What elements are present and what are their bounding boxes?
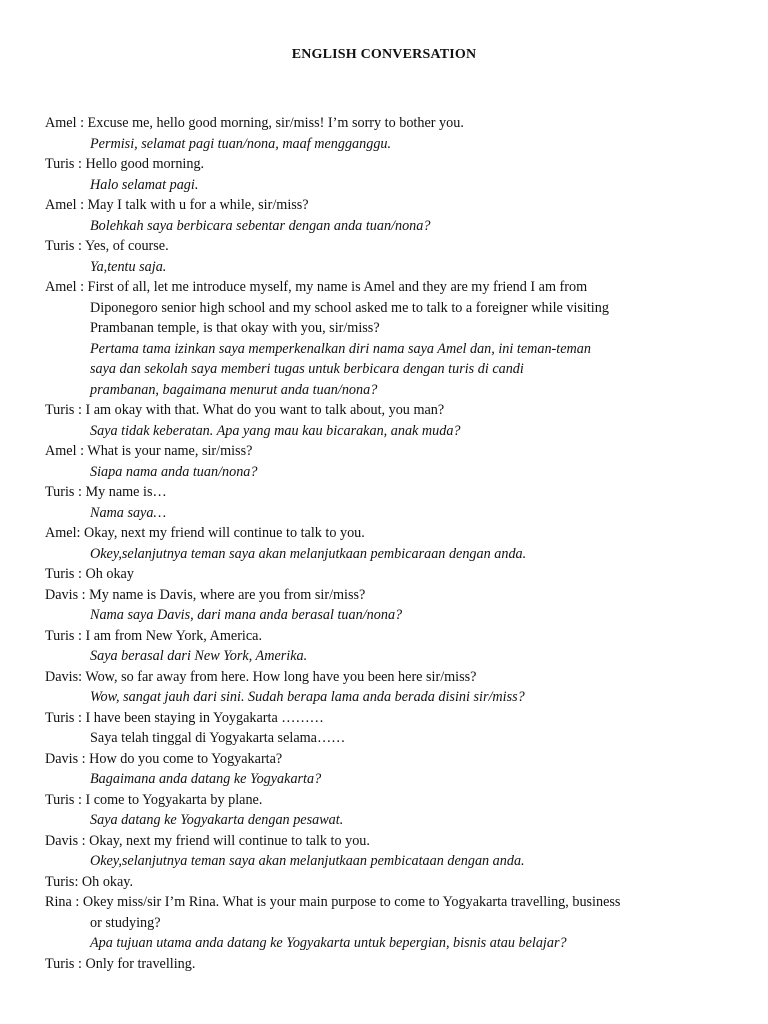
dialogue-line: Turis : Oh okay xyxy=(45,566,134,582)
dialogue-line: Turis : Yes, of course. xyxy=(45,238,169,254)
dialogue-continuation-line: or studying? xyxy=(90,914,161,931)
dialogue-line: Amel : First of all, let me introduce myself, my name is Amel and they are my friend I am from xyxy=(45,279,588,295)
translation-line: Okey,selanjutnya teman saya akan melanjutkaan pembicataan dengan anda. xyxy=(90,853,525,869)
translation-line: Wow, sangat jauh dari sini. Sudah berapa lama anda berada disini sir/miss? xyxy=(90,689,525,705)
dialogue-line: Davis : My name is Davis, where are you from sir/miss? xyxy=(45,586,366,603)
dialogue-line: Turis : I have been staying in Yoygakarta ……… xyxy=(45,709,324,726)
dialogue-line: Amel : What is your name, sir/miss? xyxy=(45,443,253,459)
dialogue-line: Amel : May I talk with u for a while, sir/miss? xyxy=(45,197,309,213)
translation-line: Pertama tama izinkan saya memperkenalkan diri nama saya Amel dan, ini teman-teman xyxy=(90,340,591,357)
dialogue-line: Turis : Only for travelling. xyxy=(45,955,196,972)
dialogue-continuation-line: Saya telah tinggal di Yogyakarta selama…… xyxy=(90,730,346,746)
document-title: ENGLISH CONVERSATION xyxy=(291,47,477,62)
dialogue-line: Turis : I am okay with that. What do you want to talk about, you man? xyxy=(45,402,445,418)
dialogue-line: Davis : How do you come to Yogyakarta? xyxy=(45,750,283,767)
translation-line: Bolehkah saya berbicara sebentar dengan anda tuan/nona? xyxy=(90,217,431,234)
dialogue-line: Turis: Oh okay. xyxy=(45,873,134,890)
dialogue-line: Turis : My name is… xyxy=(45,484,167,500)
translation-line: saya dan sekolah saya memberi tugas untuk berbicara dengan turis di candi xyxy=(90,361,524,377)
translation-line: Nama saya Davis, dari mana anda berasal tuan/nona? xyxy=(90,607,403,623)
dialogue-line: Davis : Okay, next my friend will continue to talk to you. xyxy=(45,832,370,849)
dialogue-continuation-line: Prambanan temple, is that okay with you, sir/miss? xyxy=(90,320,380,336)
translation-line: Saya tidak keberatan. Apa yang mau kau bicarakan, anak muda? xyxy=(90,422,461,439)
translation-line: Siapa nama anda tuan/nona? xyxy=(90,463,258,480)
dialogue-line: Davis: Wow, so far away from here. How long have you been here sir/miss? xyxy=(45,668,477,685)
translation-line: Bagaimana anda datang ke Yogyakarta? xyxy=(90,771,322,787)
translation-line: prambanan, bagaimana menurut anda tuan/nona? xyxy=(90,381,378,398)
translation-line: Halo selamat pagi. xyxy=(90,176,199,193)
translation-line: Okey,selanjutnya teman saya akan melanjutkaan pembicaraan dengan anda. xyxy=(90,545,527,562)
dialogue-line: Rina : Okey miss/sir I’m Rina. What is your main purpose to come to Yogyakarta travelling, business xyxy=(45,894,621,910)
translation-line: Saya berasal dari New York, Amerika. xyxy=(90,648,308,664)
conversation-body xyxy=(45,113,745,974)
translation-line: Nama saya… xyxy=(90,504,167,521)
translation-line: Permisi, selamat pagi tuan/nona, maaf mengganggu. xyxy=(90,135,392,152)
translation-line: Apa tujuan utama anda datang ke Yogyakarta untuk bepergian, bisnis atau belajar? xyxy=(90,935,567,951)
dialogue-continuation-line: Diponegoro senior high school and my school asked me to talk to a foreigner while visiting xyxy=(90,299,609,316)
dialogue-line: Amel: Okay, next my friend will continue to talk to you. xyxy=(45,525,365,541)
dialogue-line: Turis : I come to Yogyakarta by plane. xyxy=(45,791,263,808)
dialogue-line: Turis : I am from New York, America. xyxy=(45,627,263,644)
dialogue-line: Turis : Hello good morning. xyxy=(45,156,205,172)
translation-line: Ya,tentu saja. xyxy=(90,258,167,275)
translation-line: Saya datang ke Yogyakarta dengan pesawat. xyxy=(90,812,344,828)
dialogue-line: Amel : Excuse me, hello good morning, sir/miss! I’m sorry to bother you. xyxy=(45,115,464,131)
